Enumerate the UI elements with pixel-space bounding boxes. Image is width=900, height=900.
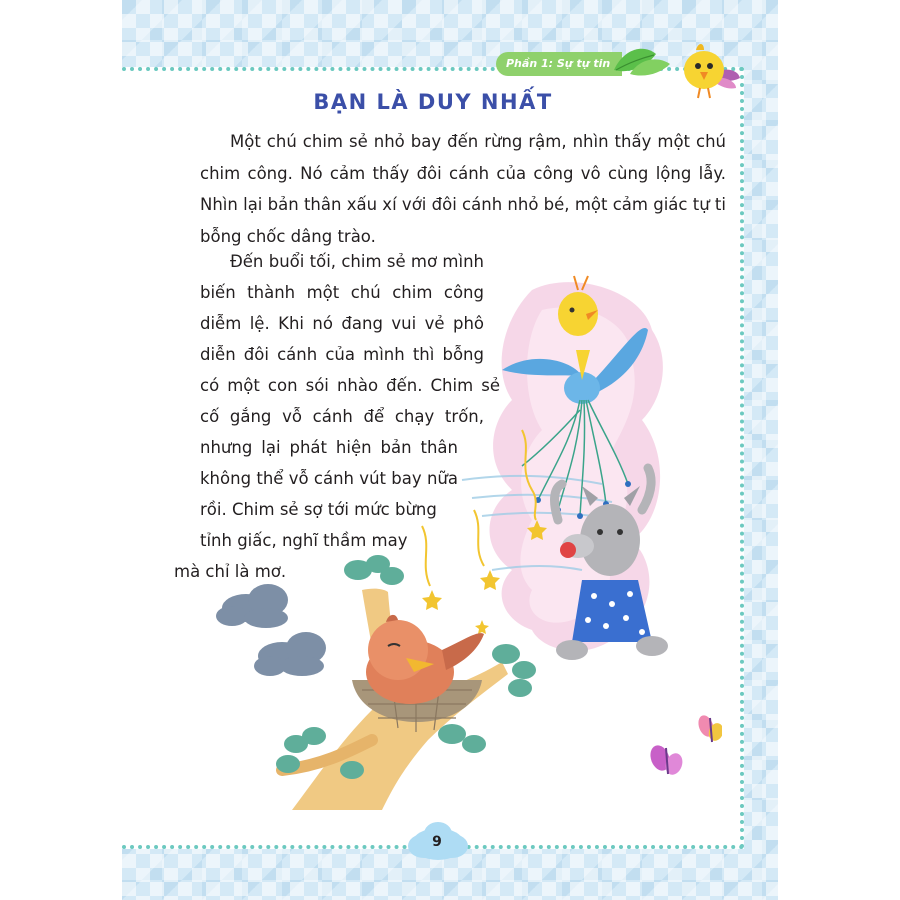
book-page — [122, 0, 778, 900]
grey-cloud — [254, 632, 326, 676]
story-line: có một con sói nhào đến. Chim sẻ — [200, 376, 500, 395]
story-paragraph-1: Một chú chim sẻ nhỏ bay đến rừng rậm, nhìn thấy một chú chim công. Nó cảm thấy đôi cánh của công vô cùng lộng lẫy. Nhìn lại bản thân xấu xí với đôi cánh nhỏ bé, một cảm giác tự ti bỗng chốc dâng trào. — [200, 132, 726, 246]
story-title: BẠN LÀ DUY NHẤT — [313, 90, 553, 114]
tree — [276, 555, 536, 810]
story-line: diễm lệ. Khi nó đang vui vẻ phô — [200, 314, 484, 333]
butterfly — [696, 713, 722, 743]
page-number: 9 — [432, 834, 442, 850]
story-line: cố gắng vỗ cánh để chạy trốn, — [200, 407, 484, 426]
leaf-icon — [610, 40, 674, 80]
story-line: mà chỉ là mơ. — [174, 562, 287, 581]
section-label: Phần 1: Sự tự tin — [496, 52, 622, 76]
story-line: diễn đôi cánh của mình thì bỗng — [200, 345, 484, 364]
story-illustration — [202, 270, 722, 810]
grey-cloud — [216, 584, 288, 628]
story-line: không thể vỗ cánh vút bay nữa — [200, 469, 458, 488]
story-line: biến thành một chú chim công — [200, 283, 484, 302]
story-line: nhưng lại phát hiện bản thân — [200, 438, 458, 457]
butterfly — [647, 743, 685, 777]
story-line: rồi. Chim sẻ sợ tới mức bừng — [200, 500, 437, 519]
story-line: tỉnh giấc, nghĩ thầm may — [200, 531, 408, 550]
story-line: Đến buổi tối, chim sẻ mơ mình — [230, 252, 484, 271]
